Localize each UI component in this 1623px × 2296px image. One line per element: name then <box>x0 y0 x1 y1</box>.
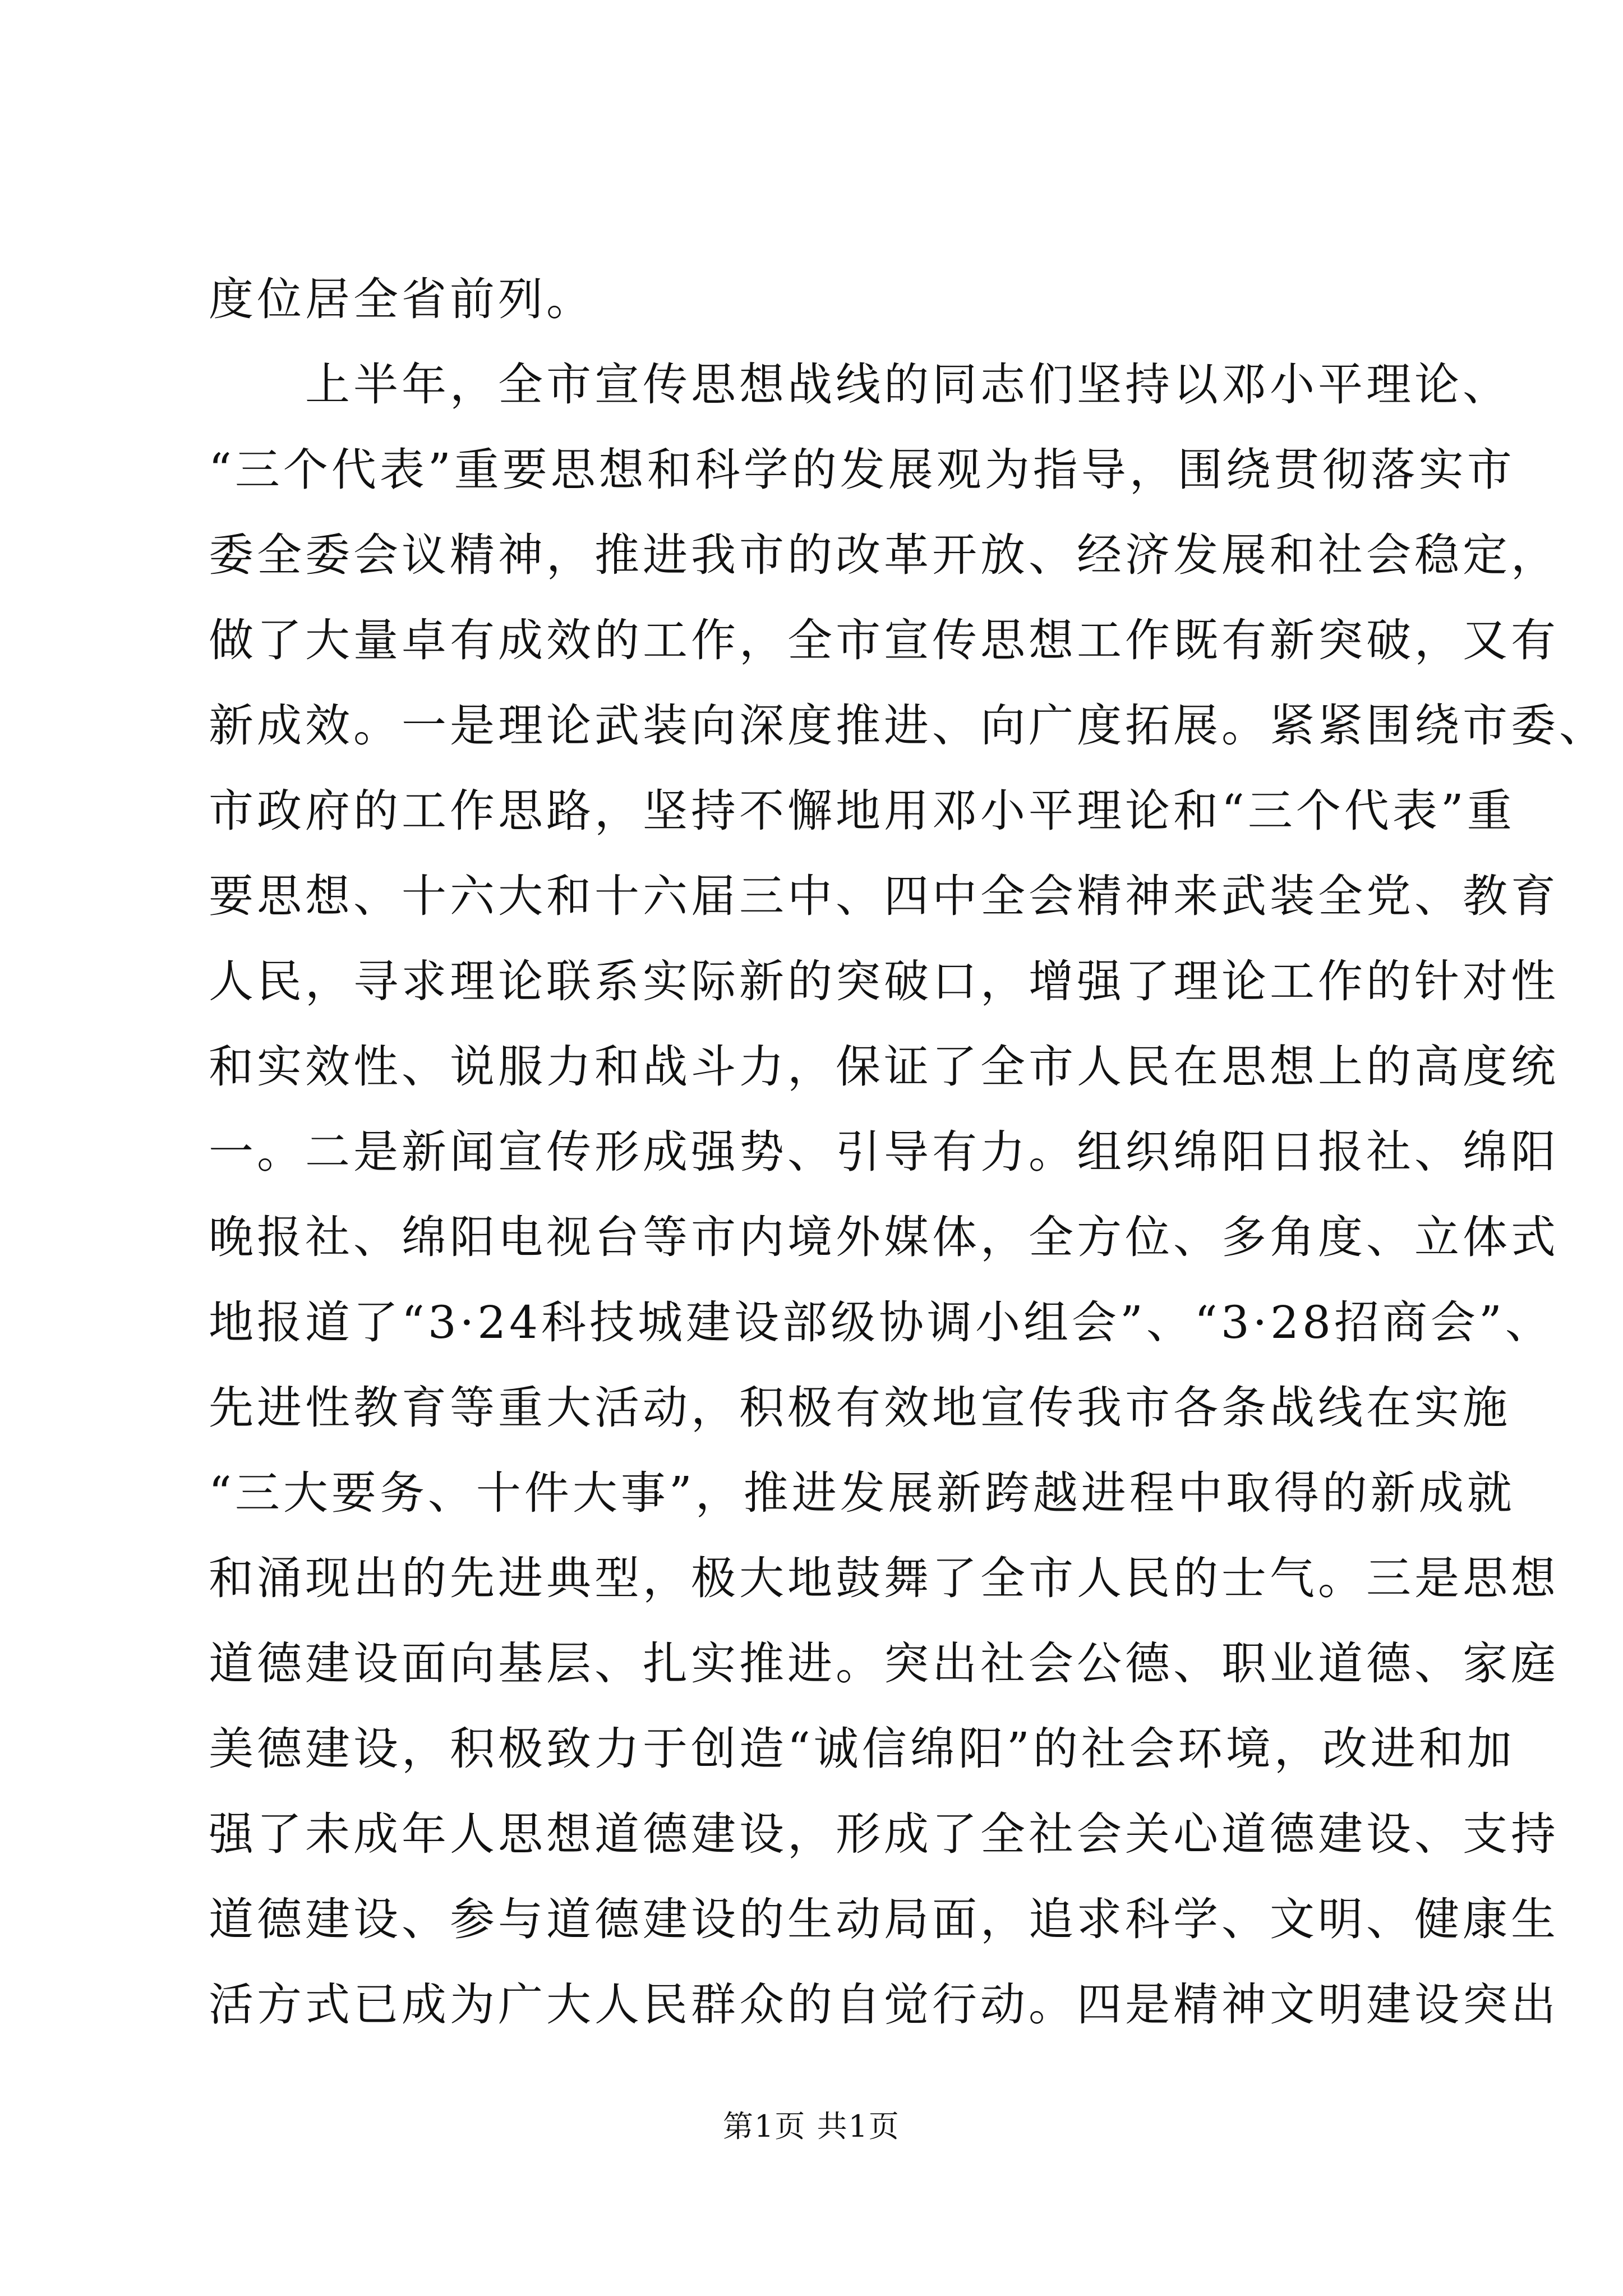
text-line: 美德建设，积极致力于创造“诚信绵阳”的社会环境，改进和加 <box>209 1723 1515 1775</box>
text-line: 先进性教育等重大活动，积极有效地宣传我市各条战线在实施 <box>209 1382 1511 1434</box>
text-line: 道德建设面向基层、扎实推进。突出社会公德、职业道德、家庭 <box>209 1637 1559 1690</box>
text-line: 活方式已成为广大人民群众的自觉行动。四是精神文明建设突出 <box>209 1978 1559 2031</box>
text-line: 度位居全省前列。 <box>209 273 594 325</box>
text-line: 上半年，全市宣传思想战线的同志们坚持以邓小平理论、 <box>305 358 1511 411</box>
text-line: “三大要务、十件大事”，推进发展新跨越进程中取得的新成就 <box>209 1467 1515 1519</box>
text-line: 一。二是新闻宣传形成强势、引导有力。组织绵阳日报社、绵阳 <box>209 1126 1559 1178</box>
text-line: 要思想、十六大和十六届三中、四中全会精神来武装全党、教育 <box>209 870 1559 922</box>
text-line: 和涌现出的先进典型，极大地鼓舞了全市人民的士气。三是思想 <box>209 1552 1559 1604</box>
text-line: 人民，寻求理论联系实际新的突破口，增强了理论工作的针对性 <box>209 955 1559 1007</box>
text-line: 强了未成年人思想道德建设，形成了全社会关心道德建设、支持 <box>209 1808 1559 1860</box>
text-line: 晚报社、绵阳电视台等市内境外媒体，全方位、多角度、立体式 <box>209 1211 1559 1263</box>
text-line: 市政府的工作思路，坚持不懈地用邓小平理论和“三个代表”重 <box>209 785 1515 837</box>
page-footer: 第1页 共1页 <box>723 2109 900 2144</box>
text-line: 做了大量卓有成效的工作，全市宣传思想工作既有新突破，又有 <box>209 614 1559 666</box>
text-line: 地报道了“3·24科技城建设部级协调小组会”、“3·28招商会”、 <box>209 1296 1553 1349</box>
text-line: 委全委会议精神，推进我市的改革开放、经济发展和社会稳定， <box>209 529 1559 581</box>
text-line: 和实效性、说服力和战斗力，保证了全市人民在思想上的高度统 <box>209 1041 1559 1093</box>
text-line: 新成效。一是理论武装向深度推进、向广度拓展。紧紧围绕市委、 <box>209 700 1607 752</box>
text-line: “三个代表”重要思想和科学的发展观为指导，围绕贯彻落实市 <box>209 444 1515 496</box>
text-line: 道德建设、参与道德建设的生动局面，追求科学、文明、健康生 <box>209 1893 1559 1945</box>
body-text <box>209 257 1607 2047</box>
